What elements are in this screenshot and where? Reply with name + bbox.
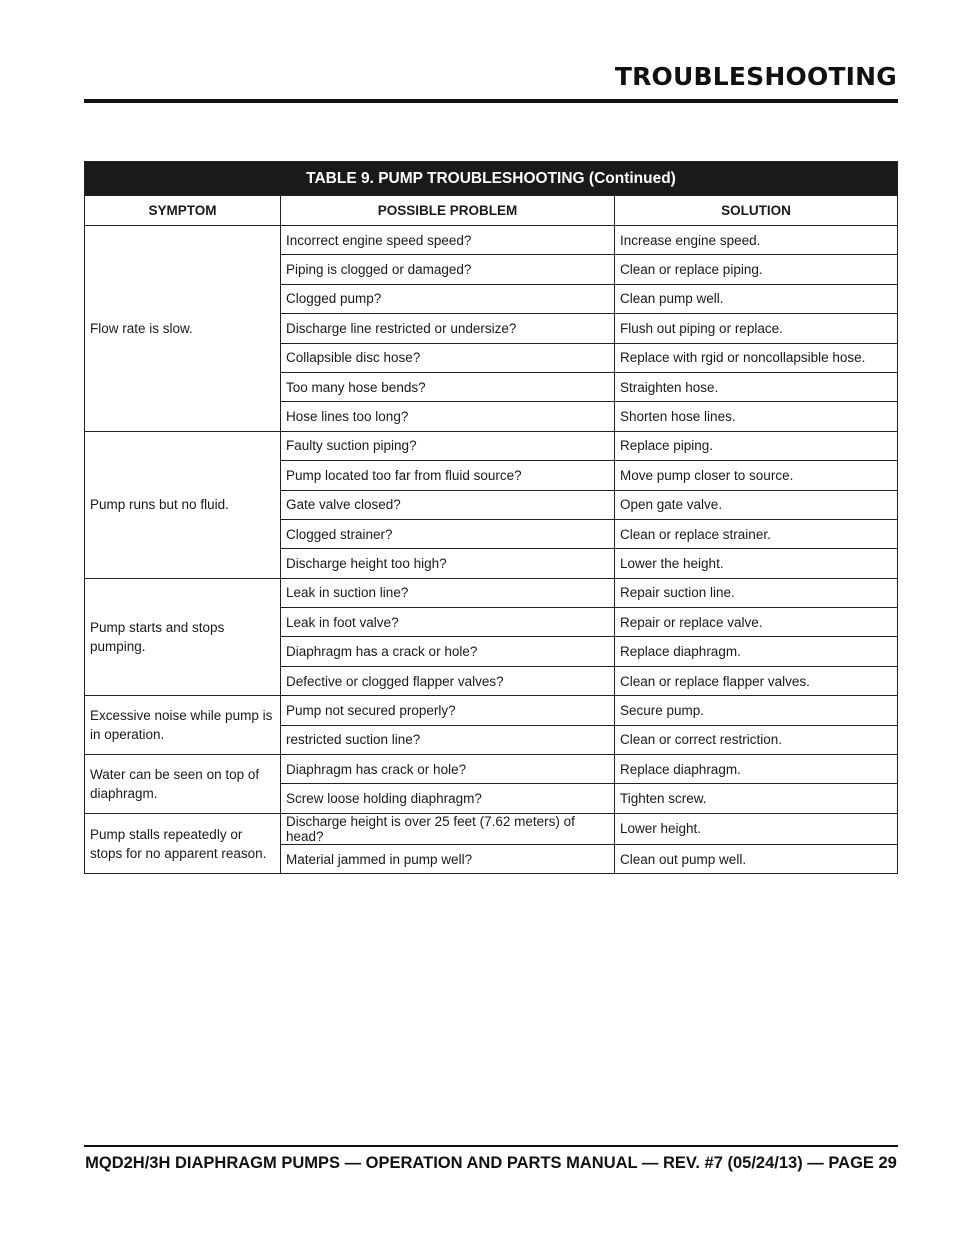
problem-cell: Hose lines too long?	[281, 402, 615, 431]
symptom-cell: Pump stalls repeatedly or stops for no apparent reason.	[85, 813, 281, 873]
table-body	[85, 226, 898, 874]
problem-cell: Pump located too far from fluid source?	[281, 461, 615, 490]
problem-cell: Faulty suction piping?	[281, 431, 615, 460]
symptom-cell: Flow rate is slow.	[85, 226, 281, 432]
column-header-symptom: SYMPTOM	[85, 196, 281, 226]
solution-cell: Tighten screw.	[615, 784, 898, 813]
solution-cell: Flush out piping or replace.	[615, 314, 898, 343]
problem-cell: Incorrect engine speed speed?	[281, 226, 615, 255]
problem-cell: Discharge height too high?	[281, 549, 615, 578]
solution-cell: Repair suction line.	[615, 578, 898, 607]
solution-cell: Clean or replace flapper valves.	[615, 666, 898, 695]
solution-cell: Straighten hose.	[615, 372, 898, 401]
symptom-cell: Water can be seen on top of diaphragm.	[85, 755, 281, 814]
problem-cell: Collapsible disc hose?	[281, 343, 615, 372]
symptom-cell: Pump runs but no fluid.	[85, 431, 281, 578]
problem-cell: Defective or clogged flapper valves?	[281, 666, 615, 695]
problem-cell: restricted suction line?	[281, 725, 615, 754]
solution-cell: Open gate valve.	[615, 490, 898, 519]
footer-rule	[84, 1145, 898, 1147]
column-header-solution: SOLUTION	[615, 196, 898, 226]
solution-cell: Move pump closer to source.	[615, 461, 898, 490]
solution-cell: Clean pump well.	[615, 284, 898, 313]
title-rule	[84, 99, 898, 103]
problem-cell: Piping is clogged or damaged?	[281, 255, 615, 284]
symptom-cell: Pump starts and stops pumping.	[85, 578, 281, 696]
solution-cell: Clean or replace piping.	[615, 255, 898, 284]
table-row	[85, 578, 898, 607]
table-row	[85, 431, 898, 460]
solution-cell: Replace diaphragm.	[615, 637, 898, 666]
solution-cell: Shorten hose lines.	[615, 402, 898, 431]
problem-cell: Clogged pump?	[281, 284, 615, 313]
solution-cell: Replace piping.	[615, 431, 898, 460]
column-header-possible-problem: POSSIBLE PROBLEM	[281, 196, 615, 226]
table-caption: TABLE 9. PUMP TROUBLESHOOTING (Continued)	[85, 162, 898, 196]
table-row	[85, 696, 898, 725]
solution-cell: Clean out pump well.	[615, 844, 898, 873]
problem-cell: Discharge line restricted or undersize?	[281, 314, 615, 343]
problem-cell: Clogged strainer?	[281, 519, 615, 548]
solution-cell: Increase engine speed.	[615, 226, 898, 255]
problem-cell: Leak in suction line?	[281, 578, 615, 607]
symptom-cell: Excessive noise while pump is in operation.	[85, 696, 281, 755]
solution-cell: Secure pump.	[615, 696, 898, 725]
problem-cell: Leak in foot valve?	[281, 608, 615, 637]
problem-cell: Diaphragm has crack or hole?	[281, 755, 615, 784]
problem-cell: Too many hose bends?	[281, 372, 615, 401]
page-title: TROUBLESHOOTING	[614, 62, 897, 91]
footer-text: MQD2H/3H DIAPHRAGM PUMPS — OPERATION AND PARTS MANUAL — REV. #7 (05/24/13) — PAGE 29	[85, 1154, 897, 1172]
problem-cell: Gate valve closed?	[281, 490, 615, 519]
problem-cell: Screw loose holding diaphragm?	[281, 784, 615, 813]
table-row	[85, 226, 898, 255]
solution-cell: Replace diaphragm.	[615, 755, 898, 784]
solution-cell: Repair or replace valve.	[615, 608, 898, 637]
solution-cell: Replace with rgid or noncollapsible hose.	[615, 343, 898, 372]
problem-cell: Discharge height is over 25 feet (7.62 meters) of head?	[281, 813, 615, 844]
problem-cell: Diaphragm has a crack or hole?	[281, 637, 615, 666]
solution-cell: Clean or replace strainer.	[615, 519, 898, 548]
table-row	[85, 813, 898, 844]
problem-cell: Material jammed in pump well?	[281, 844, 615, 873]
solution-cell: Clean or correct restriction.	[615, 725, 898, 754]
solution-cell: Lower the height.	[615, 549, 898, 578]
problem-cell: Pump not secured properly?	[281, 696, 615, 725]
solution-cell: Lower height.	[615, 813, 898, 844]
troubleshooting-table	[84, 161, 898, 874]
table-row	[85, 755, 898, 784]
